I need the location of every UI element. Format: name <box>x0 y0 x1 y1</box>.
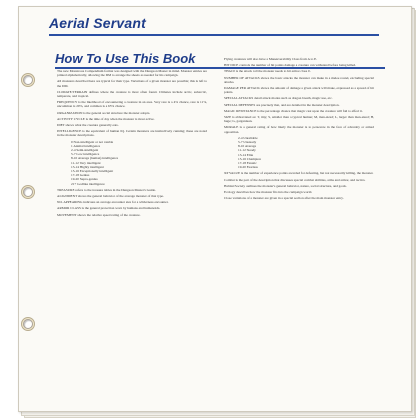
table-row: 13-14 Highly intelligent <box>71 164 104 169</box>
paragraph: All monsters described here are typical for their type. Variations of a given monster are possible; this is left to the DM. <box>57 79 207 88</box>
table-row: 2-4 Unreliable <box>238 135 258 140</box>
table-row: 13-14 Elite <box>238 152 254 157</box>
paragraph: DAMAGE PER ATTACK shows the amount of damage a given attack will make, expressed as a spread of hit points. <box>224 86 374 95</box>
binder-sheet-stack <box>18 6 418 416</box>
table-row: 17-18 Genius <box>71 173 90 178</box>
paragraph: ARMOR CLASS is the general protection worn by humans and humanoids. <box>57 206 161 211</box>
table-row: 19-20 Fearless <box>238 165 258 170</box>
table-row: 2-4 Semi-intelligent <box>71 148 99 153</box>
paragraph: MAGIC RESISTANCE is the percentage chance that magic cast upon the creature will fail to affect it. <box>224 108 363 113</box>
table-row: 15-16 Champion <box>238 156 261 161</box>
paragraph: Habitat/Society outlines the monster's general behavior, nature, social structure, and goals. <box>224 183 347 188</box>
left-text-column <box>57 69 207 219</box>
right-text-column <box>224 57 374 202</box>
paragraph: The new Monstrous Compendium format was designed with the Dungeon Master in mind. Monster entries are printed alphabetically, allowing the DM to arrange the sheets as needed for his campaign. <box>57 69 207 78</box>
header-rule <box>49 34 379 36</box>
paragraph: ALIGNMENT shows the general behavior of the average monster of that type. <box>57 194 164 199</box>
paragraph: HIT DICE controls the number of hit points damage a creature can withstand before being killed. <box>224 63 356 68</box>
table-row: 11-12 Steady <box>238 148 256 153</box>
paragraph: NO. APPEARING indicates an average encounter size for a wilderness encounter. <box>57 200 169 205</box>
morale-table <box>238 136 374 170</box>
paragraph: INTELLIGENCE is the equivalent of human IQ. Certain monsters are instinctively cunning; these are noted in the monster descriptions. <box>57 129 207 138</box>
section-title: How To Use This Book <box>55 51 196 66</box>
table-row: 19-20 Supra-genius <box>71 177 98 182</box>
paragraph: NUMBER OF ATTACKS shows the basic attacks the monster can make in a melee round, excluding special attacks. <box>224 75 374 84</box>
table-row: 8-10 Average (human) intelligence <box>71 156 119 161</box>
table-row: 8-10 Average <box>238 144 257 149</box>
paragraph: TREASURE refers to the treasure tables in the Dungeon Master's Guide. <box>57 187 156 192</box>
paragraph: MORALE is a general rating of how likely the monster is to persevere in the face of adversity or armed opposition. <box>224 125 374 134</box>
table-row: 1 Animal intelligence <box>71 143 101 148</box>
paragraph: DIET shows what the creature generally eats. <box>57 123 119 128</box>
table-row: 17-18 Fanatic <box>238 161 257 166</box>
paragraph: XP VALUE is the number of experience points awarded for defeating, but not necessarily killing, the monster. <box>224 171 374 176</box>
paragraph: Ecology describes how the monster fits into the campaign world. <box>224 190 313 195</box>
paragraph: ACTIVITY CYCLE is the time of day when the monster is most active. <box>57 116 155 121</box>
intelligence-table <box>71 140 207 186</box>
paragraph: MOVEMENT shows the relative speed rating of the creature. <box>57 212 141 217</box>
paragraph: ORGANIZATION is the general social structure the monster adopts. <box>57 110 151 115</box>
paragraph: Close variations of a monster are given in a special section after the main monster entry. <box>224 196 344 201</box>
table-row: 0 Non-intelligent or not ratable <box>71 139 114 144</box>
punch-hole <box>23 319 33 329</box>
paragraph: Combat is the part of the description that discusses special combat abilities, arms and armor, and tactics. <box>224 177 366 182</box>
paragraph: FREQUENCY is the likelihood of encountering a creature in an area. Very rare is a 4% chance, rare is 11%, uncommon is 20%, and common is a 65% chance. <box>57 100 207 109</box>
page-header-title: Aerial Servant <box>49 15 146 31</box>
paragraph: Flying creatures will also have a Maneuverability Class from A to E. <box>224 57 318 61</box>
paragraph: SPECIAL ATTACKS detail attack modes such as dragon breath, magic use, etc. <box>224 96 333 101</box>
paragraph: SPECIAL DEFENSES are precisely that, and are detailed in the monster description. <box>224 102 340 107</box>
punch-hole <box>23 75 33 85</box>
table-row: 21+ Godlike intelligence <box>71 181 105 186</box>
table-row: 5-7 Unsteady <box>238 140 257 145</box>
table-row: 5-7 Low intelligence <box>71 152 100 157</box>
paragraph: SIZE is abbreviated as: T, tiny; S, smaller than a typical human; M, man-sized; L, larger than man-sized; H, huge; G, gargantuan. <box>224 115 374 124</box>
paragraph: CLIMATE/TERRAIN defines where the creature is most often found. Climates include arctic, subarctic, temperate, and tropical. <box>57 89 207 99</box>
page-sheet <box>18 6 412 412</box>
table-row: 11-12 Very intelligent <box>71 160 101 165</box>
punch-hole <box>23 187 33 197</box>
paragraph: THAC0 is the attack roll the monster needs to hit armor class 0. <box>224 69 311 74</box>
table-row: 15-16 Exceptionally intelligent <box>71 169 114 174</box>
